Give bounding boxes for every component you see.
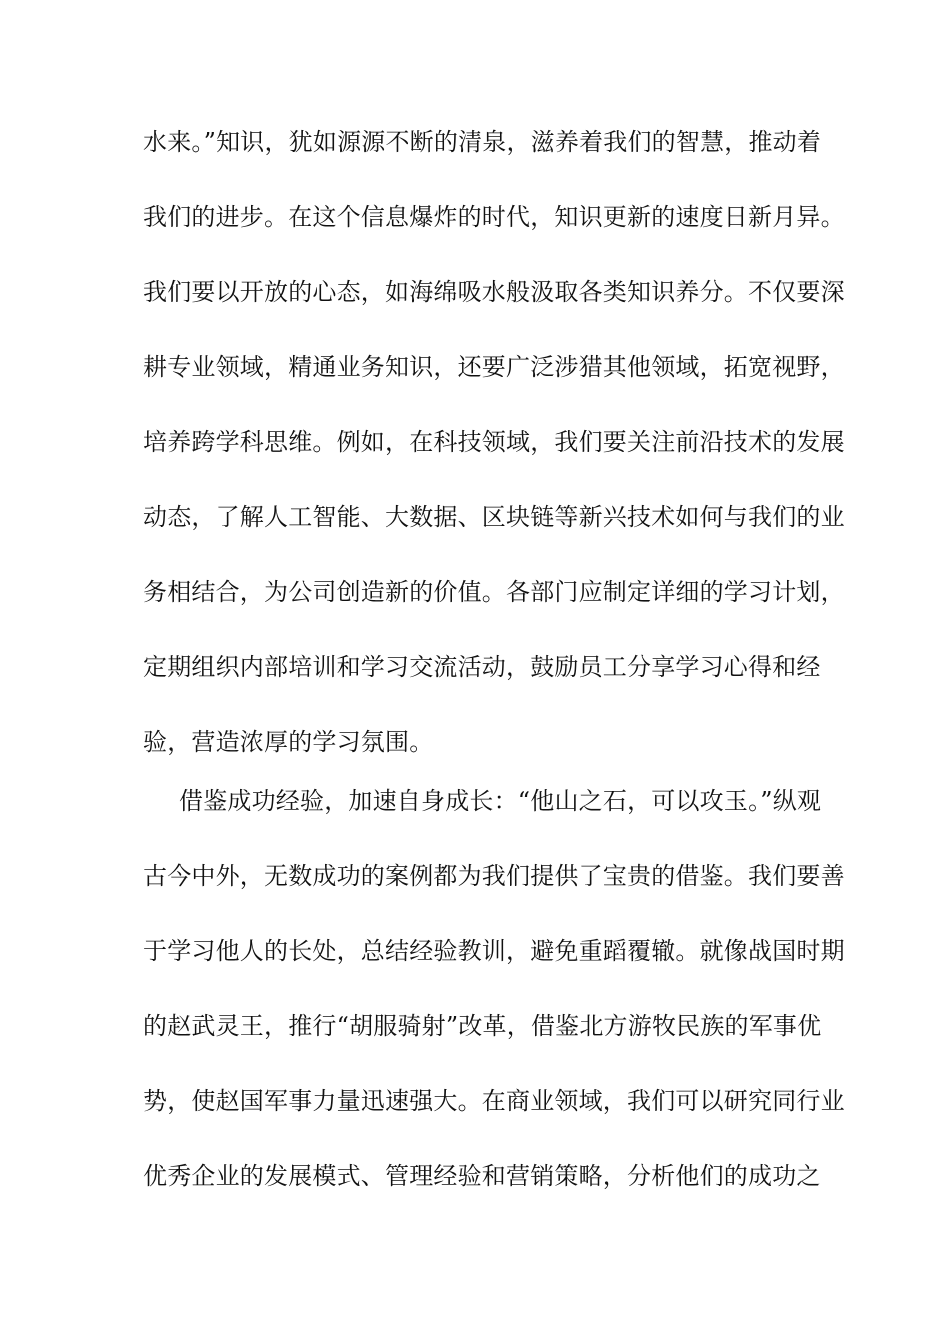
paragraph-line: 的赵武灵王，推行“胡服骑射”改革，借鉴北方游牧民族的军事优 [143, 1012, 822, 1040]
paragraph-line: 务相结合，为公司创造新的价值。各部门应制定详细的学习计划， [143, 578, 845, 606]
paragraph-line: 我们要以开放的心态，如海绵吸水般汲取各类知识养分。不仅要深 [143, 278, 845, 306]
paragraph-line: 优秀企业的发展模式、管理经验和营销策略，分析他们的成功之 [143, 1162, 821, 1190]
paragraph-line: 培养跨学科思维。例如，在科技领域，我们要关注前沿技术的发展 [143, 428, 845, 456]
paragraph-line: 势，使赵国军事力量迅速强大。在商业领域，我们可以研究同行业 [143, 1087, 845, 1115]
paragraph-line: 我们的进步。在这个信息爆炸的时代，知识更新的速度日新月异。 [143, 203, 845, 231]
paragraph-first-line: 借鉴成功经验，加速自身成长：“他山之石，可以攻玉。”纵观 [179, 787, 822, 815]
paragraph-line: 定期组织内部培训和学习交流活动，鼓励员工分享学习心得和经 [143, 653, 821, 681]
paragraph-line: 耕专业领域，精通业务知识，还要广泛涉猎其他领域，拓宽视野， [143, 353, 845, 381]
paragraph-line: 动态，了解人工智能、大数据、区块链等新兴技术如何与我们的业 [143, 503, 845, 531]
paragraph-line: 古今中外，无数成功的案例都为我们提供了宝贵的借鉴。我们要善 [143, 862, 845, 890]
paragraph-line: 水来。”知识，犹如源源不断的清泉，滋养着我们的智慧，推动着 [143, 128, 822, 156]
paragraph-line: 于学习他人的长处，总结经验教训，避免重蹈覆辙。就像战国时期 [143, 937, 845, 965]
paragraph-line: 验，营造浓厚的学习氛围。 [143, 728, 434, 756]
